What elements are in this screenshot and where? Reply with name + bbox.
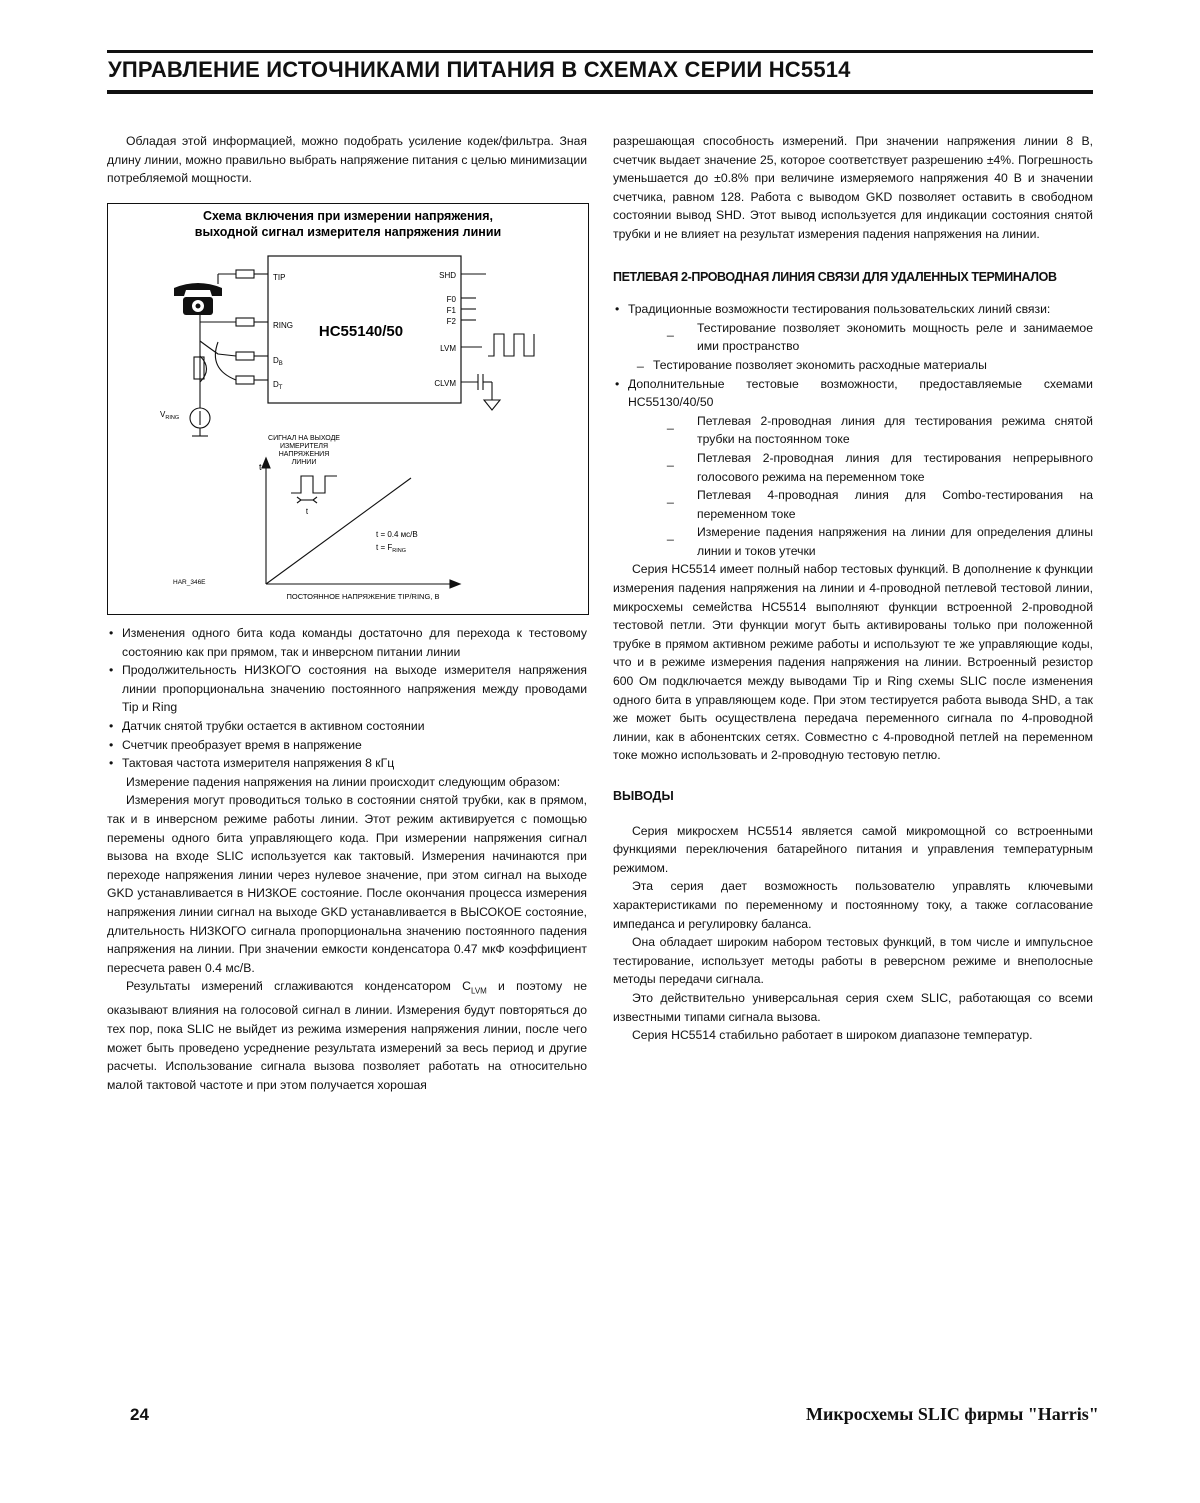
pin-clvm: CLVM [434,379,456,388]
section-heading: ВЫВОДЫ [613,789,674,803]
list-subitem: _ Тестирование позволяет экономить расходные материалы [613,356,1093,375]
graph-label-2: ИЗМЕРИТЕЛЯ [279,443,329,450]
right-column [613,132,1093,1045]
pin-f0: F0 [446,295,456,304]
chip-label: HC55140/50 [318,323,404,340]
telephone-icon [174,283,222,315]
paragraph: Серия микросхем HC5514 является самой микромощной со встроенными функциями переключения батарейного питания и управления температурным режимом. [613,823,1093,875]
list-subitem: _ Петлевая 4-проводная линия для Combo-тестирования на переменном токе [613,486,1093,523]
figure-code: HAR_346E [173,579,206,586]
figure-title-line2: выходной сигнал измерителя напряжения линии [194,225,502,239]
list-item: • Датчик снятой трубки остается в активном состоянии [107,717,587,736]
title-rule [107,90,1093,94]
pin-f2: F2 [446,317,456,326]
pin-f1: F1 [446,306,456,315]
list-subitem: _ Петлевая 2-проводная линия для тестирования непрерывного голосового режима на переменном токе [613,449,1093,486]
list-item: • Тактовая частота измерителя напряжения 8 кГц [107,754,587,773]
list-item: • Счетчик преобразует время в напряжение [107,736,587,755]
paragraph: Измерение падения напряжения на линии происходит следующим образом: [126,774,561,789]
figure-title-line1: Схема включения при измерении напряжения, [203,209,493,223]
paragraph: Серия HC5514 имеет полный набор тестовых функций. В дополнение к функции измерения падения напряжения на линии и 4-проводной петлевой тестовой линии, микросхемы семейства HC5514 выполняют функции встроенной 2-проводной тестовой петли. Эти функции могут быть активированы только при положенной трубке в прямом активном режиме работы и используют те же управляющие коды, что и в режиме измерения падения напряжения на линии. Встроенный резистор 600 Ом подключается между выводами Tip и Ring схемы SLIC после изменения одного бита в управляющем коде. При этом тестируется работа вывода SHD, а так же может быть осуществлена передача переменного сигнала по 4-проводной линии, как в абонентских сетях. Совместно с 4-проводной петлей на переменном токе можно использовать и 2-проводную тестовую петлю. [613,562,1093,763]
graph-eq-2: $t = F_{RING}$ [376,543,406,554]
pin-lvm: LVM [440,344,456,353]
paragraph: Результаты измерений сглаживаются конденсатором $C_{LVM}$ и поэтому не оказывают влияния на голосовой сигнал в линии. Измерения будут повторяться до тех пор, пока SLIC не выйдет из режима измерения напряжения линии, после чего может быть проведено усреднение результата измерений за весь период и другие расчеты. Использование сигнала вызова позволяет работать на относительно малой тактовой частоте и при этом получается хорошая [107,979,587,1092]
graph-label-3: НАПРЯЖЕНИЯ [278,451,330,458]
pin-shd: SHD [439,271,456,280]
graph-t-pulse: t [305,507,309,516]
page-number: 24 [130,1405,149,1424]
circuit-diagram [108,204,588,614]
list-subitem: _ Тестирование позволяет экономить мощность реле и занимаемое ими пространство [613,319,1093,356]
vring-label: $V_{RING}$ [160,410,180,421]
paragraph: разрешающая способность измерений. При значении напряжения линии 8 В, счетчик выдает значение 25, которое соответствует разрешению ±4%. Погрешность уменьшается до ±0.8% при величине измеряемого напряжения 40 В и значении счетчика, равном 128. Работа с выводом GKD позволяет оставить в свободном состоянии вывод SHD. Этот вывод используется для индикации состояния снятой трубки и не влияет на результат измерения падения напряжения на линии. [613,134,1093,241]
graph-label-4: ЛИНИИ [291,459,317,466]
graph-label-1: СИГНАЛ НА ВЫХОДЕ [268,435,340,442]
pin-ring: RING [273,321,293,330]
pin-dt: $D_T$ [273,380,283,391]
circuit-wires [190,270,534,436]
list-item: • Изменения одного бита кода команды достаточно для перехода к тестовому состоянию как при прямом, так и инверсном питании линии [107,624,587,661]
section-heading: ПЕТЛЕВАЯ 2-ПРОВОДНАЯ ЛИНИЯ СВЯЗИ ДЛЯ УДАЛЕННЫХ ТЕРМИНАЛОВ [613,269,1057,284]
list-subitem: _ Измерение падения напряжения на линии для определения длины линии и токов утечки [613,523,1093,560]
pin-db: $D_B$ [273,356,283,367]
top-rule [107,50,1093,53]
page-title: УПРАВЛЕНИЕ ИСТОЧНИКАМИ ПИТАНИЯ В СХЕМАХ СЕРИИ HC5514 [108,57,851,82]
paragraph: Она обладает широким набором тестовых функций, в том числе и импульсное тестирование, использует методы работы в реверсном режиме и внеполосные методы передачи сигнала. [613,935,1093,987]
paragraph: Измерения могут проводиться только в состоянии снятой трубки, как в прямом, так и в инверсном режиме работы линии. Этот режим активируется с помощью перемены одного бита управляющего кода. При измерении напряжения сигнал вызова на входе SLIC используется как тактовый. Измерения начинаются при переходе напряжения линии через нулевое значение, при этом сигнал на выходе GKD устанавливается в НИЗКОЕ состояние. После окончания процесса измерения напряжения линии сигнал на выходе GKD устанавливается в ВЫСОКОЕ состояние, длительность НИЗКОГО сигнала пропорциональна значению постоянного падения напряжения на линии. При значении емкости конденсатора 0.47 мкФ коэффициент пересчета равен 0.4 мс/В. [107,793,587,975]
graph-x-axis: ПОСТОЯННОЕ НАПРЯЖЕНИЕ TIP/RING, В [286,592,440,601]
paragraph: Серия HC5514 стабильно работает в широком диапазоне температур. [632,1028,1033,1043]
paragraph: Это действительно универсальная серия схем SLIC, работающая со всеми известными типами сигнала вызова. [613,990,1093,1024]
graph-axes [262,458,460,588]
graph-eq-1: t = 0.4 мс/В [376,530,418,539]
intro-paragraph: Обладая этой информацией, можно подобрать усиление кодек/фильтра. Зная длину линии, можно правильно выбрать напряжение питания с целью минимизации потребляемой мощности. [107,134,587,186]
list-item: • Дополнительные тестовые возможности, предоставляемые схемами HC55130/40/50 [613,375,1093,412]
left-column-body [107,624,587,1094]
paragraph: Эта серия дает возможность пользователю управлять ключевыми характеристиками по переменному и постоянному току, а также согласование импеданса и регулировку баланса. [613,879,1093,931]
left-column-top [107,132,587,188]
testing-list [613,300,1093,560]
book-title: Микросхемы SLIC фирмы "Harris" [806,1404,1099,1424]
features-list [107,624,587,773]
list-item: • Продолжительность НИЗКОГО состояния на выходе измерителя напряжения линии пропорциональна значению постоянного напряжения между проводами Tip и Ring [107,661,587,717]
circuit-figure [107,203,589,615]
graph-t-axis: t [259,462,262,472]
pin-tip: TIP [273,273,286,282]
list-item: • Традиционные возможности тестирования пользовательских линий связи: [613,300,1093,319]
list-subitem: _ Петлевая 2-проводная линия для тестирования режима снятой трубки на постоянном токе [613,412,1093,449]
